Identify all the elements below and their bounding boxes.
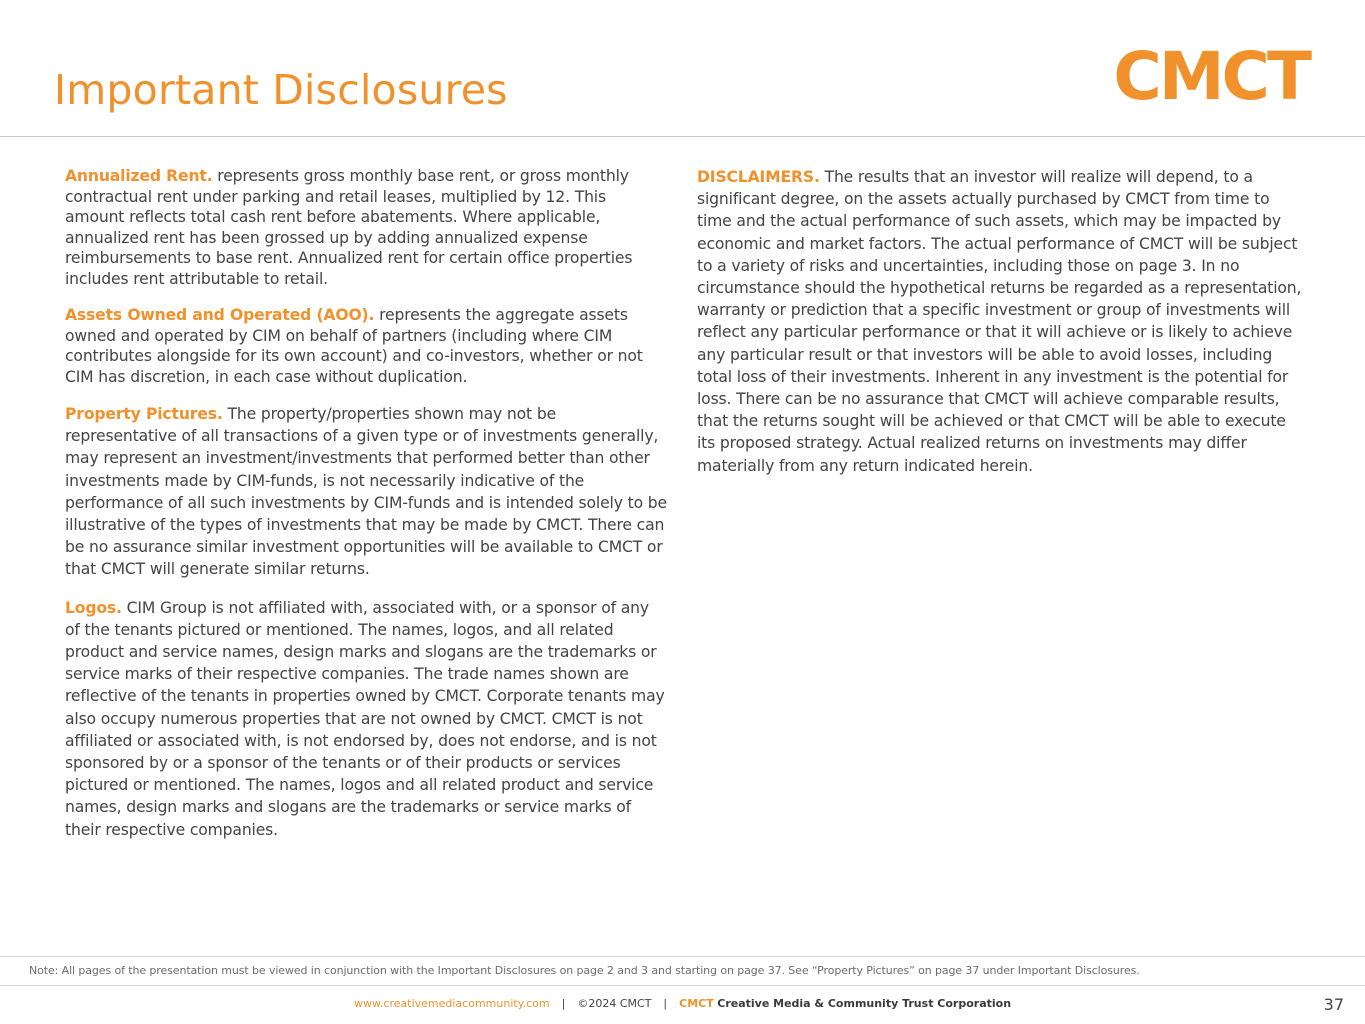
disclosure-text: represents gross monthly base rent, or gross monthly contractual rent under parking and retail leases, multiplied by 12. This amount reflects total cash rent before abatements. Where applicable, annualized rent has been grossed up by adding annualized expense reimbursements to base rent. Annualized rent for certain office properties includes rent attributable to retail.	[65, 167, 633, 288]
disclosure-text: represents the aggregate assets owned and operated by CIM on behalf of partners (including where CIM contributes alongside for its own account) and co-investors, whether or not CIM has discretion, in each case without duplication.	[65, 306, 643, 386]
copyright: ©2024 CMCT	[577, 997, 652, 1010]
footer-brand: CMCT	[679, 997, 714, 1010]
footer-corporation: Creative Media & Community Trust Corporation	[717, 997, 1012, 1010]
website-link[interactable]: www.creativemediacommunity.com	[353, 997, 550, 1010]
right-column	[697, 166, 1302, 493]
disclosure-heading: Assets Owned and Operated (AOO).	[65, 306, 375, 324]
disclosure-text: The results that an investor will realize will depend, to a significant degree, on the assets actually purchased by CMCT from time to time and the actual performance of such assets, which may be impacted by economic and market factors. The actual performance of CMCT will be subject to a variety of risks and uncertainties, including those on page 3. In no circumstance should the hypothetical returns be regarded as a representation, warranty or prediction that a specific investment or group of investments will reflect any particular performance or that it will achieve or is likely to achieve any particular result or that investors will be able to avoid losses, including total loss of their investments. Inherent in any investment is the potential for loss. There can be no assurance that CMCT will achieve comparable results, that the returns sought will be achieved or that CMCT will be able to execute its proposed strategy. Actual realized returns on investments may differ materially from any return indicated herein.	[697, 168, 1302, 475]
cmct-logo: CMCT	[1113, 38, 1309, 115]
page-number: 37	[1323, 995, 1344, 1014]
footer-divider	[0, 985, 1365, 986]
footer-separator: |	[561, 997, 566, 1010]
disclosure-property-pictures	[65, 403, 668, 581]
disclosure-text: The property/properties shown may not be representative of all transactions of a given type or of investments generally, may represent an investment/investments that performed better than other investments made by CIM-funds, is not necessarily indicative of the performance of all such investments by CIM-funds and is intended solely to be illustrative of the types of investments that may be made by CMCT. There can be no assurance similar investment opportunities will be available to CMCT or that CMCT will generate similar returns.	[65, 405, 667, 579]
footer	[0, 997, 1365, 1010]
disclosure-logos	[65, 597, 668, 841]
footnote: Note: All pages of the presentation must be viewed in conjunction with the Important Disclosures on page 2 and 3 and starting on page 37. See “Property Pictures” on page 37 under Important Disclosures.	[29, 964, 1140, 977]
footer-separator: |	[663, 997, 668, 1010]
disclosure-heading: Property Pictures.	[65, 405, 223, 423]
disclosure-text: CIM Group is not affiliated with, associated with, or a sponsor of any of the tenants pictured or mentioned. The names, logos, and all related product and service names, design marks and slogans are the trademarks or service marks of their respective companies. The trade names shown are reflective of the tenants in properties owned by CMCT. Corporate tenants may also occupy numerous properties that are not owned by CMCT. CMCT is not affiliated or associated with, is not endorsed by, does not endorse, and is not sponsored by or a sponsor of the tenants or of their products or services pictured or mentioned. The names, logos and all related product and service names, design marks and slogans are the trademarks or service marks of their respective companies.	[65, 598, 665, 839]
disclosure-disclaimers	[697, 166, 1302, 477]
page-title: Important Disclosures	[54, 66, 508, 114]
header-divider	[0, 136, 1365, 137]
note-divider	[0, 956, 1365, 957]
left-column	[65, 166, 668, 857]
disclosure-annualized-rent	[65, 166, 668, 289]
disclosure-aoo	[65, 305, 668, 387]
disclosure-heading: Logos.	[65, 598, 122, 617]
disclosure-heading: DISCLAIMERS.	[697, 168, 820, 186]
disclosure-heading: Annualized Rent.	[65, 167, 213, 185]
